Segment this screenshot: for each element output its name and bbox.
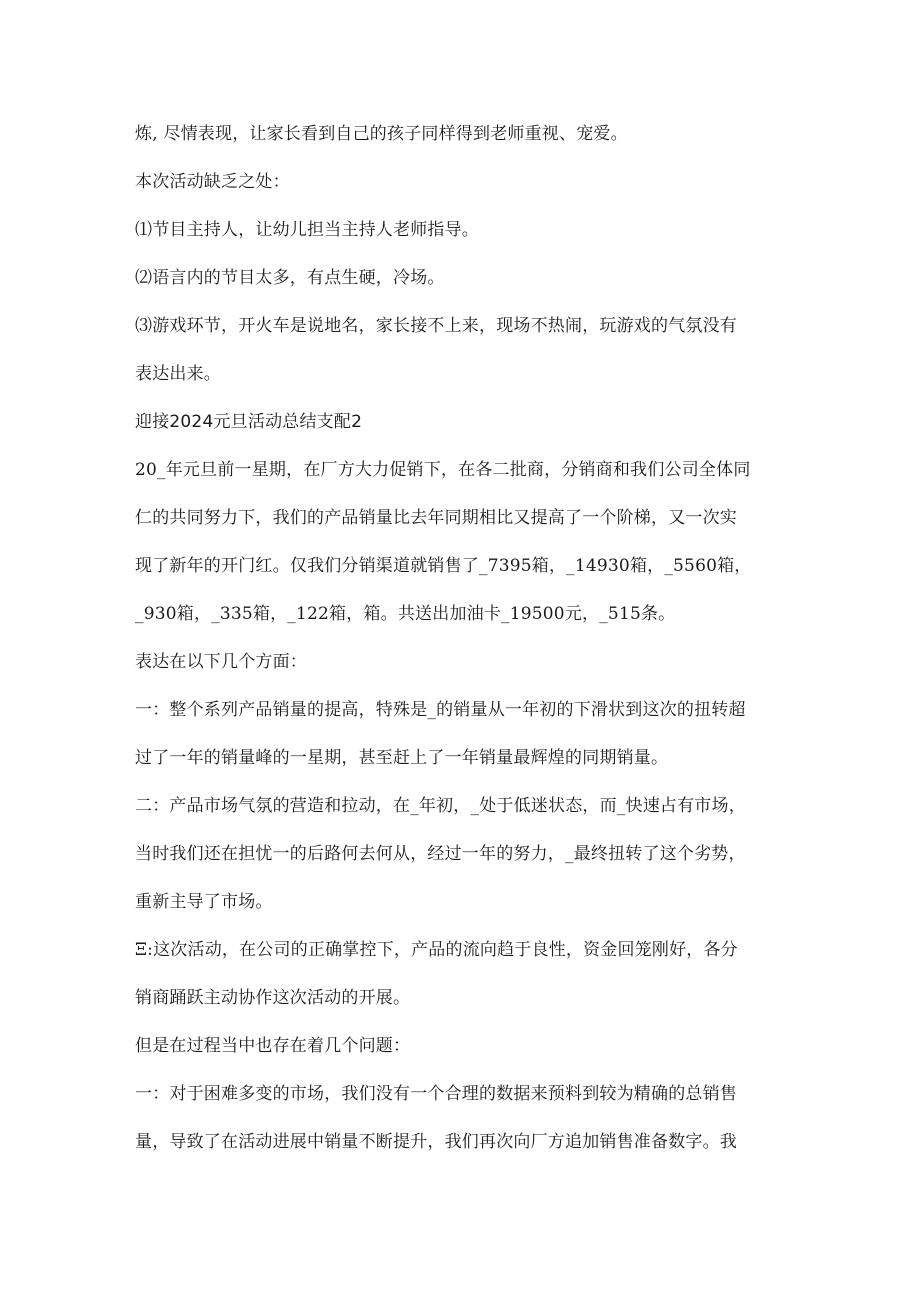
text-line: 重新主导了市场。 <box>135 892 273 912</box>
text-line: 一：对于困难多变的市场，我们没有一个合理的数据来预料到较为精确的总销售 <box>135 1084 737 1104</box>
text-line: 迎接2024元旦活动总结支配2 <box>135 412 363 432</box>
paragraph-sales-summary <box>135 446 785 638</box>
text-line: 20_年元旦前一星期，在厂方大力促销下，在各二批商，分销商和我们公司全体同 <box>135 460 751 480</box>
text-line: 量，导致了在活动进展中销量不断提升，我们再次向厂方追加销售准备数字。我 <box>135 1132 737 1152</box>
aspect-item-3 <box>135 926 785 1022</box>
text-line: 本次活动缺乏之处： <box>135 172 290 192</box>
text-line: ⑴节目主持人，让幼儿担当主持人老师指导。 <box>135 220 479 240</box>
text-line: 过了一年的销量峰的一星期，甚至赶上了一年销量最辉煌的同期销量。 <box>135 748 669 768</box>
text-line: 仁的共同努力下，我们的产品销量比去年同期相比又提高了一个阶梯，又一次实 <box>135 508 737 528</box>
text-line: 一：整个系列产品销量的提高，特殊是_的销量从一年初的下滑状到这次的扭转超 <box>135 700 746 720</box>
aspect-item-1 <box>135 686 785 782</box>
shortcoming-item-1 <box>135 206 785 254</box>
text-line: 当时我们还在担忧一的后路何去何从，经过一年的努力，_最终扭转了这个劣势， <box>135 844 746 864</box>
paragraph-intro-ending <box>135 110 785 158</box>
text-line: Ξ:这次活动，在公司的正确掌控下，产品的流向趋于良性，资金回笼刚好，各分 <box>135 940 738 960</box>
aspects-heading <box>135 638 785 686</box>
text-line: _930箱，_335箱，_122箱，箱。共送出加油卡_19500元，_515条。 <box>135 604 676 624</box>
shortcoming-item-2 <box>135 254 785 302</box>
text-line: 现了新年的开门红。仅我们分销渠道就销售了_7395箱，_14930箱，_5560箱， <box>135 556 752 576</box>
problems-heading <box>135 1022 785 1070</box>
text-line: ⑵语言内的节目太多，有点生硬，冷场。 <box>135 268 445 288</box>
text-line: 二：产品市场气氛的营造和拉动，在_年初，_处于低迷状态，而_快速占有市场， <box>135 796 746 816</box>
shortcomings-heading <box>135 158 785 206</box>
problem-item-1 <box>135 1070 785 1166</box>
text-line: 销商踊跃主动协作这次活动的开展。 <box>135 988 411 1008</box>
aspect-item-2 <box>135 782 785 926</box>
section-title <box>135 398 785 446</box>
text-line: 但是在过程当中也存在着几个问题： <box>135 1036 411 1056</box>
text-line: ⑶游戏环节，开火车是说地名，家长接不上来，现场不热闹，玩游戏的气氛没有 <box>135 316 737 336</box>
shortcoming-item-3 <box>135 302 785 398</box>
text-line: 表达在以下几个方面： <box>135 652 307 672</box>
text-line: 表达出来。 <box>135 364 221 384</box>
text-line: 炼, 尽情表现，让家长看到自己的孩子同样得到老师重视、宠爱。 <box>135 124 628 144</box>
